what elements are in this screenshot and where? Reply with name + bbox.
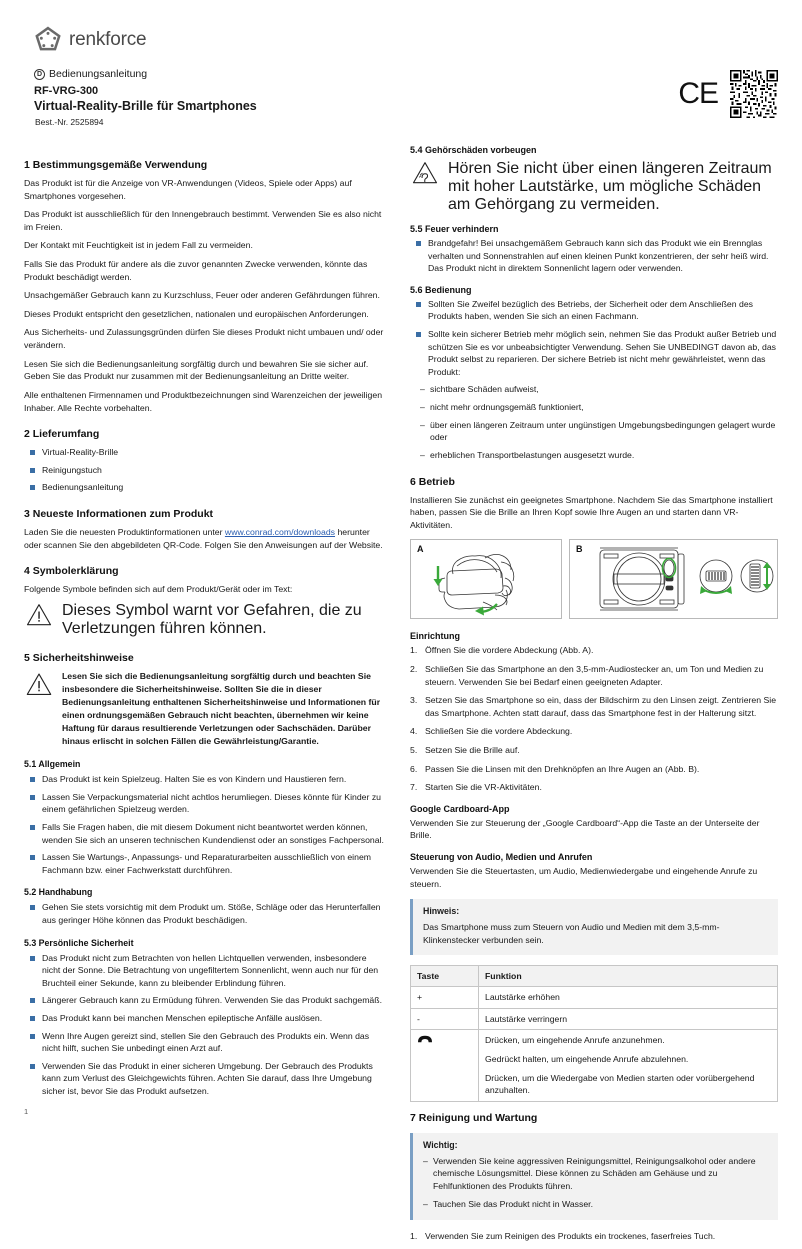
list-item: – sichtbare Schäden aufweist, — [420, 383, 778, 396]
section-1-heading: 1 Bestimmungsgemäße Verwendung — [24, 159, 208, 171]
table-row — [411, 987, 778, 1009]
section-1-p5: Unsachgemäßer Gebrauch kann zu Kurzschluss, Feuer oder anderen Gefährdungen führen. — [24, 290, 380, 301]
list-item: Öffnen Sie die vordere Abdeckung (Abb. A). — [425, 645, 594, 656]
list-item: Setzen Sie das Smartphone so ein, dass der Bildschirm zu den Linsen zeigt. Zentrieren Sie das Smartphone. Achten statt darauf, dass das Smartphone fest in der Halterung sitzt. — [425, 695, 777, 718]
list-item: Lassen Sie Wartungs-, Anpassungs- und Reparaturarbeiten ausschließlich von einem Fachmann bzw. einer Fachwerkstatt durchführen. — [24, 851, 384, 876]
renkforce-star-icon — [34, 26, 62, 54]
wichtig-title: Wichtig: — [423, 1139, 458, 1150]
figures-row — [410, 539, 778, 619]
section-5-6-sublist — [420, 383, 778, 461]
figure-a — [410, 539, 562, 619]
section-3-paragraph — [24, 526, 384, 551]
content-columns — [24, 145, 778, 1249]
list-item: Längerer Gebrauch kann zu Ermüdung führen. Verwenden Sie das Produkt sachgemäß. — [24, 994, 384, 1007]
cleaning-steps-list — [410, 1230, 778, 1243]
section-5-3-heading: 5.3 Persönliche Sicherheit — [24, 937, 134, 948]
call-fn-line-3: Drücken, um die Wiedergabe von Medien starten oder vorübergehend anzuhalten. — [485, 1072, 755, 1096]
list-item: Virtual-Reality-Brille — [24, 446, 384, 459]
list-item: Das Produkt ist kein Spielzeug. Halten Sie es von Kindern und Haustieren fern. — [24, 773, 384, 786]
order-number: Best.-Nr. 2525894 — [35, 117, 104, 127]
section-1-p2: Das Produkt ist ausschließlich für den Innengebrauch bestimmt. Verwenden Sie es also nicht im Freien. — [24, 209, 382, 232]
list-item: – über einen längeren Zeitraum unter ungünstigen Umgebungsbedingungen gelagert wurde oder — [420, 419, 778, 444]
certification-marks — [678, 70, 778, 118]
warning-triangle-icon — [26, 603, 52, 626]
list-item: Verwenden Sie zum Reinigen des Produkts ein trockenes, faserfreies Tuch. — [425, 1231, 716, 1242]
symbol-explanation-row — [26, 602, 384, 638]
section-5-2-list — [24, 901, 384, 926]
section-5-1-list — [24, 773, 384, 876]
ce-mark-icon: CE — [678, 77, 718, 110]
list-item: Schließen Sie das Smartphone an den 3,5-mm-Audiostecker an, um Ton und Medien zu steuern. Verwenden Sie bei Bedarf einen geeigneten Adapter. — [425, 663, 764, 687]
figure-b — [569, 539, 778, 619]
wichtig-note-box — [410, 1133, 778, 1220]
list-item: Sollte kein sicherer Betrieb mehr möglich sein, nehmen Sie das Produkt außer Betrieb und schützen Sie es vor unbeabsichtigter Verwendung. Sehen Sie UNBEDINGT davon ab, das Produkt selbst zu reparieren. Der sichere Betrieb ist nicht mehr gewährleistet, wenn das Produkt: — [410, 328, 778, 378]
header — [24, 26, 778, 54]
setup-steps-list — [410, 644, 778, 793]
safety-warning-block — [26, 670, 384, 748]
product-title: Virtual-Reality-Brille für Smartphones — [34, 99, 257, 113]
list-item: Verwenden Sie das Produkt in einer sicheren Umgebung. Der Gebrauch des Produkts kann zum Verlust des Gleichgewichts führen. Achten Sie darauf, dass Ihre Umgebung sicher ist, bevor Sie das Produkt aufsetzen. — [24, 1060, 384, 1098]
hearing-damage-triangle-icon — [412, 161, 438, 184]
brand-name: renkforce — [69, 29, 147, 50]
call-fn-line-1: Drücken, um eingehende Anrufe anzunehmen. — [485, 1035, 665, 1046]
cell-key-volume-up: + — [411, 987, 479, 1009]
section-1-p6: Dieses Produkt entspricht den gesetzlichen, nationalen und europäischen Anforderungen. — [24, 308, 369, 319]
section-5-1-heading: 5.1 Allgemein — [24, 759, 81, 770]
cardboard-app-heading: Google Cardboard-App — [410, 803, 510, 814]
model-number: RF-VRG-300 — [34, 85, 99, 97]
hearing-warning-text: Hören Sie nicht über einen längeren Zeitraum mit hoher Lautstärke, um mögliche Schäden am Gehörgang zu vermeiden. — [448, 160, 772, 213]
doc-type-label: Bedienungsanleitung — [49, 68, 148, 80]
section-1-p3: Der Kontakt mit Feuchtigkeit ist in jedem Fall zu vermeiden. — [24, 240, 253, 251]
section-1-p8: Lesen Sie sich die Bedienungsanleitung sorgfältig durch und bewahren Sie sie sicher auf. Geben Sie das Produkt nur zusammen mit der Bedienungsanleitung an Dritte weiter. — [24, 358, 369, 382]
table-header-row — [411, 965, 778, 987]
list-item: – nicht mehr ordnungsgemäß funktioniert, — [420, 401, 778, 414]
call-fn-line-2: Gedrückt halten, um eingehende Anrufe abzulehnen. — [485, 1053, 689, 1064]
hinweis-title: Hinweis: — [423, 906, 460, 917]
doc-type-line — [34, 68, 778, 80]
section-2-heading: 2 Lieferumfang — [24, 428, 100, 441]
figure-b-label: B — [576, 544, 583, 555]
cell-fn-volume-down: Lautstärke verringern — [479, 1008, 778, 1030]
brand-logo — [34, 26, 146, 54]
section-1-p7: Aus Sicherheits- und Zulassungsgründen dürfen Sie dieses Produkt nicht umbauen und/ oder verändern. — [24, 327, 384, 351]
list-item: Das Produkt nicht zum Betrachten von hellen Lichtquellen verwenden, insbesondere nicht der Sonne. Die Betrachtung von ungefiltertem Sonnenlicht, wenn auch nur für den Bruchteil einer Sekunde, kann zu bleibender Erblindung führen. — [24, 952, 384, 990]
cell-key-call-button — [411, 1030, 479, 1101]
list-item: Gehen Sie stets vorsichtig mit dem Produkt um. Stöße, Schläge oder das Herunterfallen aus geringer Höhe können das Produkt beschädigen. — [24, 901, 384, 926]
column-header-funktion: Funktion — [479, 965, 778, 987]
audio-control-heading: Steuerung von Audio, Medien und Anrufen — [410, 852, 593, 863]
s3-text-after: herunter oder scannen Sie den abgebildeten QR-Code. Folgen Sie den Anweisungen auf der Website. — [24, 526, 383, 550]
symbol-explanation-text: Dieses Symbol warnt vor Gefahren, die zu Verletzungen führen können. — [62, 601, 362, 637]
left-column — [24, 145, 384, 1103]
section-4-intro: Folgende Symbole befinden sich auf dem Produkt/Gerät oder im Text: — [24, 584, 293, 595]
page-number: 1 — [24, 1107, 29, 1116]
list-item: Starten Sie die VR-Aktivitäten. — [425, 782, 542, 793]
section-6-intro: Installieren Sie zunächst ein geeignetes Smartphone. Nachdem Sie das Smartphone installiert haben, passen Sie die Brille an Ihren Kopf sowie Ihre Augen an und starten dann VR-Aktivitäten. — [410, 494, 773, 530]
section-3-heading: 3 Neueste Informationen zum Produkt — [24, 507, 214, 520]
hearing-warning-block — [412, 160, 778, 214]
warning-triangle-icon — [26, 672, 52, 696]
list-item: Setzen Sie die Brille auf. — [425, 745, 520, 756]
cell-key-volume-down: - — [411, 1008, 479, 1030]
hinweis-text: Das Smartphone muss zum Steuern von Audio und Medien mit dem 3,5-mm-Klinkenstecker verbunden sein. — [423, 922, 720, 945]
table-row — [411, 1030, 778, 1101]
list-item: Wenn Ihre Augen gereizt sind, stellen Sie den Gebrauch des Produkts ein. Wenn das nicht hilft, suchen Sie unbedingt einen Arzt auf. — [24, 1030, 384, 1055]
section-1-p4: Falls Sie das Produkt für andere als die zuvor genannten Zwecke verwenden, könnte das Produkt beschädigt werden. — [24, 259, 368, 282]
cell-fn-volume-up: Lautstärke erhöhen — [479, 987, 778, 1009]
figure-a-label: A — [417, 544, 424, 555]
safety-warning-text: Lesen Sie sich die Bedienungsanleitung sorgfältig durch und beachten Sie insbesondere die Sicherheitshinweise. Sollten Sie die in dieser Bedienungsanleitung enthaltenen Sicherheitshinweise und Informationen für einen ordnungsgemäßen Gebrauch nicht beachten, übernehmen wir keine Haftung für daraus resultierende Verletzungen oder Sachschäden. Darüber hinaus erlischt in solchen Fällen die Gewährleistung/Garantie. — [62, 670, 381, 747]
list-item: – erheblichen Transportbelastungen ausgesetzt wurde. — [420, 449, 778, 462]
phone-handset-icon — [417, 1034, 433, 1044]
s3-text-before: Laden Sie die neuesten Produktinformationen unter — [24, 526, 225, 537]
setup-heading: Einrichtung — [410, 631, 460, 642]
section-7-heading: 7 Reinigung und Wartung — [410, 1111, 538, 1124]
list-item: – Tauchen Sie das Produkt nicht in Wasser. — [423, 1198, 768, 1211]
table-row — [411, 1008, 778, 1030]
list-item: Das Produkt kann bei manchen Menschen epileptische Anfälle auslösen. — [24, 1012, 384, 1025]
hinweis-note-box — [410, 899, 778, 954]
column-header-taste: Taste — [411, 965, 479, 987]
section-5-5-heading: 5.5 Feuer verhindern — [410, 224, 499, 234]
section-5-5-list — [410, 237, 778, 275]
button-function-table — [410, 965, 778, 1102]
list-item: Sollten Sie Zweifel bezüglich des Betriebs, der Sicherheit oder dem Anschließen des Produkts haben, wenden Sie sich an einen Fachmann. — [410, 298, 778, 323]
section-5-6-heading: 5.6 Bedienung — [410, 284, 472, 295]
scope-of-delivery-list — [24, 446, 384, 494]
list-item: Bedienungsanleitung — [24, 481, 384, 494]
cell-fn-call-button — [479, 1030, 778, 1101]
list-item: Brandgefahr! Bei unsachgemäßem Gebrauch kann sich das Produkt wie ein Brennglas verhalten und Sonnenstrahlen auf einen kleinen Punkt konzentrieren, der sehr heiß wird. Das Produkt nicht in direktem Sonnenlicht lagern oder verwenden. — [410, 237, 778, 275]
list-item: Falls Sie Fragen haben, die mit diesem Dokument nicht beantwortet werden können, wenden Sie sich an unseren technischen Kundendienst oder an sonstiges Fachpersonal. — [24, 821, 384, 846]
section-5-heading: 5 Sicherheitshinweise — [24, 651, 134, 664]
audio-control-text: Verwenden Sie die Steuertasten, um Audio, Medienwiedergabe und eingehende Anrufe zu steuern. — [410, 866, 758, 889]
qr-code-icon — [730, 70, 778, 118]
list-item: Passen Sie die Linsen mit den Drehknöpfen an Ihre Augen an (Abb. B). — [425, 763, 700, 774]
section-5-4-heading: 5.4 Gehörschäden vorbeugen — [410, 145, 537, 155]
vr-goggles-open-cover-illustration — [411, 540, 563, 620]
list-item: Reinigungstuch — [24, 464, 384, 477]
list-item: Schließen Sie die vordere Abdeckung. — [425, 726, 573, 737]
wichtig-list — [423, 1155, 768, 1210]
section-1-p1: Das Produkt ist für die Anzeige von VR-Anwendungen (Videos, Spiele oder Apps) auf Smartphones vorgesehen. — [24, 178, 352, 201]
section-5-2-heading: 5.2 Handhabung — [24, 887, 93, 898]
list-item: – Verwenden Sie keine aggressiven Reinigungsmittel, Reinigungsalkohol oder andere chemische Lösungsmittel. Diese können zu Schäden am Gehäuse und zu Fehlfunktionen des Produkts führen. — [423, 1155, 768, 1193]
downloads-link[interactable]: www.conrad.com/downloads — [224, 526, 336, 537]
section-5-3-list — [24, 952, 384, 1098]
language-badge-icon: D — [34, 69, 45, 80]
section-1-p9: Alle enthaltenen Firmennamen und Produktbezeichnungen sind Warenzeichen der jeweiligen Inhaber. Alle Rechte vorbehalten. — [24, 389, 383, 413]
cardboard-app-text: Verwenden Sie zur Steuerung der „Google Cardboard“-App die Taste an der Unterseite der Brille. — [410, 817, 760, 841]
right-column — [410, 145, 778, 1249]
vr-goggles-lens-adjustment-illustration — [570, 540, 779, 620]
list-item: Lassen Sie Verpackungsmaterial nicht achtlos herumliegen. Dieses könnte für Kinder zu einem gefährlichen Spielzeug werden. — [24, 791, 384, 816]
section-5-6-list — [410, 298, 778, 379]
section-4-heading: 4 Symbolerklärung — [24, 565, 119, 578]
section-6-heading: 6 Betrieb — [410, 475, 455, 488]
